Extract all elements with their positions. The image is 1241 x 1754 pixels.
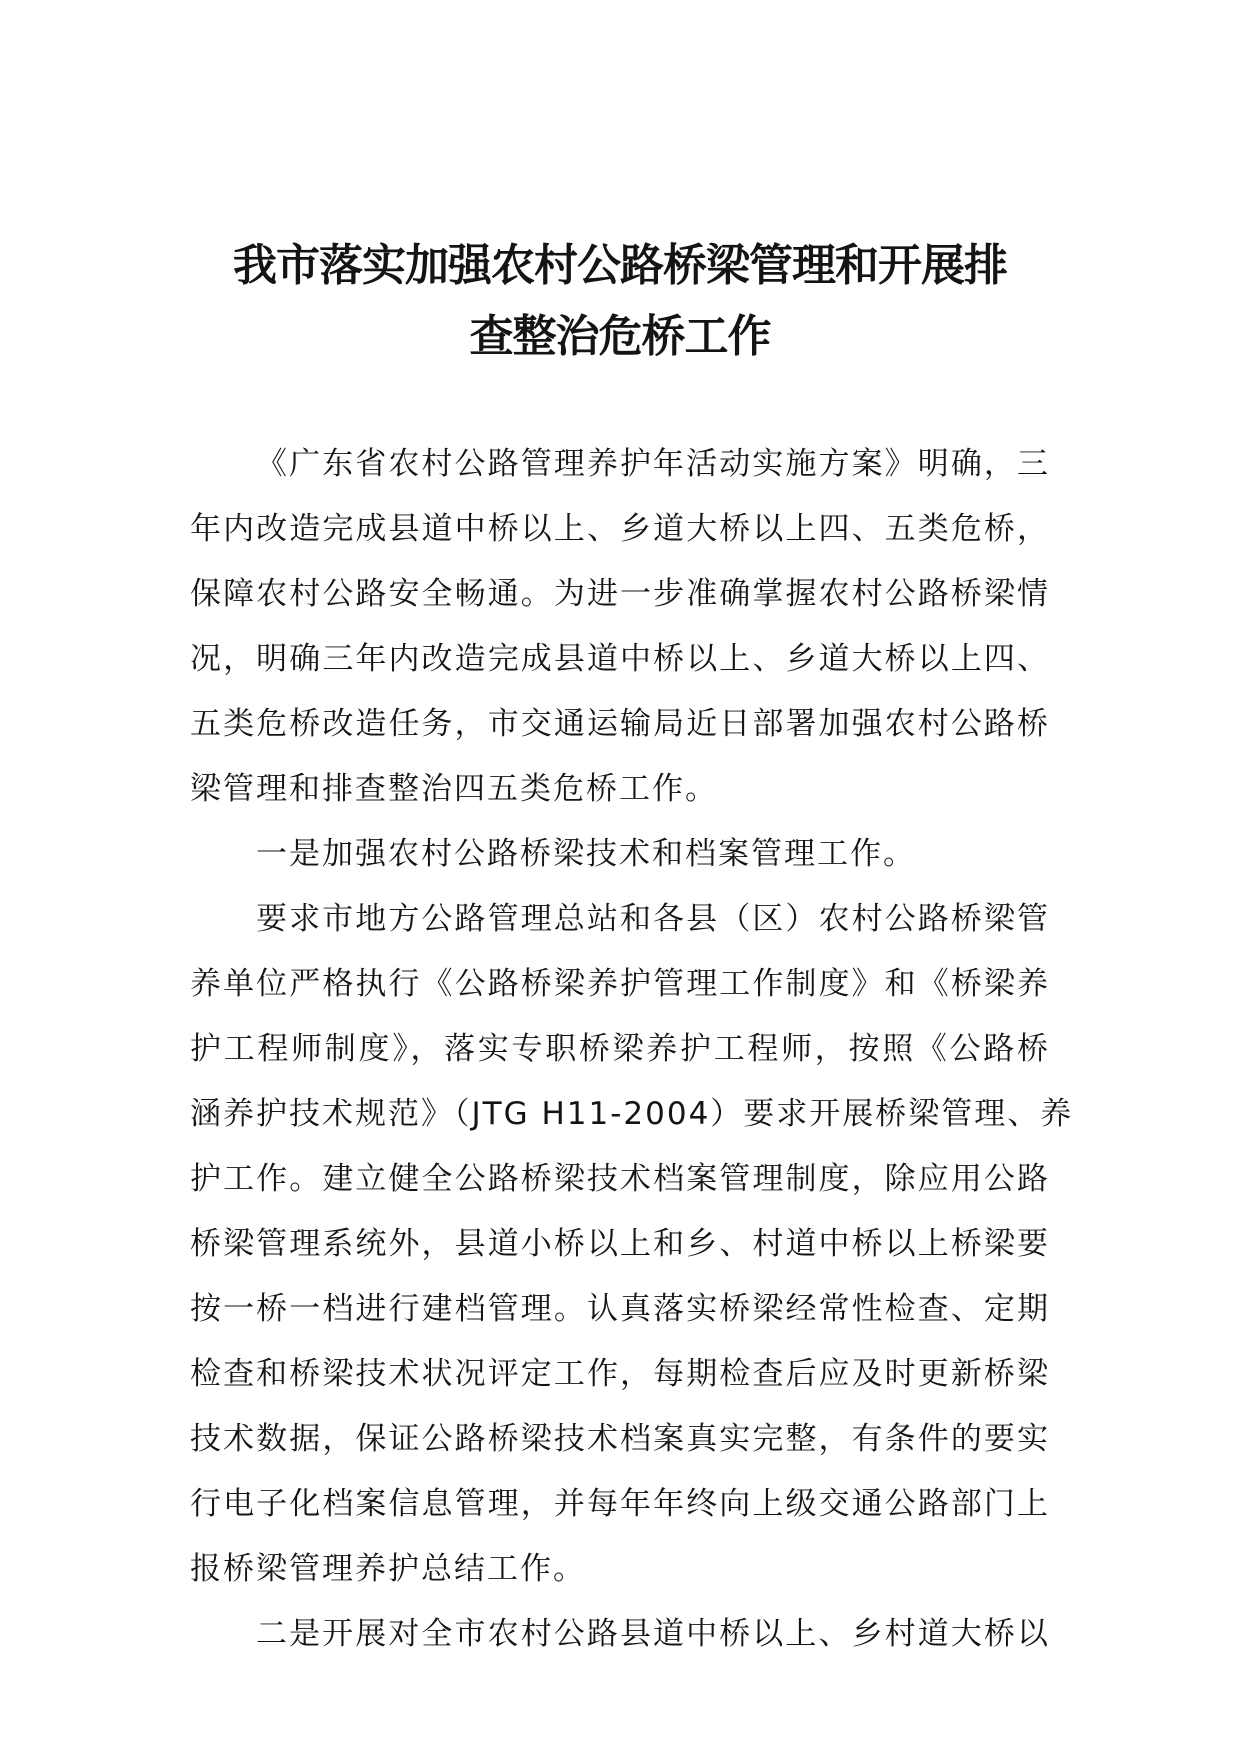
- body-line: 技术数据，保证公路桥梁技术档案真实完整，有条件的要实: [190, 1421, 1050, 1457]
- body-line: 二是开展对全市农村公路县道中桥以上、乡村道大桥以: [256, 1616, 1050, 1652]
- body-line: 报桥梁管理养护总结工作。: [190, 1551, 586, 1587]
- body-line: 行电子化档案信息管理，并每年年终向上级交通公路部门上: [190, 1486, 1050, 1522]
- body-line: 保障农村公路安全畅通。为进一步准确掌握农村公路桥梁情: [190, 576, 1050, 612]
- body-line: 年内改造完成县道中桥以上、乡道大桥以上四、五类危桥，: [190, 511, 1050, 547]
- body-line: 养单位严格执行《公路桥梁养护管理工作制度》和《桥梁养: [190, 966, 1050, 1002]
- body-line: 况，明确三年内改造完成县道中桥以上、乡道大桥以上四、: [190, 641, 1050, 677]
- document-body: [190, 432, 1074, 1667]
- body-line: 桥梁管理系统外，县道小桥以上和乡、村道中桥以上桥梁要: [190, 1226, 1050, 1262]
- body-line: 梁管理和排查整治四五类危桥工作。: [190, 771, 718, 807]
- body-line: 一是加强农村公路桥梁技术和档案管理工作。: [256, 836, 916, 872]
- body-line: 按一桥一档进行建档管理。认真落实桥梁经常性检查、定期: [190, 1291, 1050, 1327]
- body-line: 《广东省农村公路管理养护年活动实施方案》明确，三: [256, 446, 1050, 482]
- body-line: 要求市地方公路管理总站和各县（区）农村公路桥梁管: [256, 901, 1050, 937]
- body-line: 检查和桥梁技术状况评定工作，每期检查后应及时更新桥梁: [190, 1356, 1050, 1392]
- body-line: 护工程师制度》，落实专职桥梁养护工程师，按照《公路桥: [190, 1031, 1050, 1067]
- body-line: 涵养护技术规范》（JTG H11-2004）要求开展桥梁管理、养: [190, 1096, 1074, 1132]
- document-title-line-2: 查整治危桥工作: [469, 311, 771, 362]
- body-line: 护工作。建立健全公路桥梁技术档案管理制度，除应用公路: [190, 1161, 1050, 1197]
- document-title-line-1: 我市落实加强农村公路桥梁管理和开展排: [233, 240, 1007, 291]
- body-line: 五类危桥改造任务，市交通运输局近日部署加强农村公路桥: [190, 706, 1050, 742]
